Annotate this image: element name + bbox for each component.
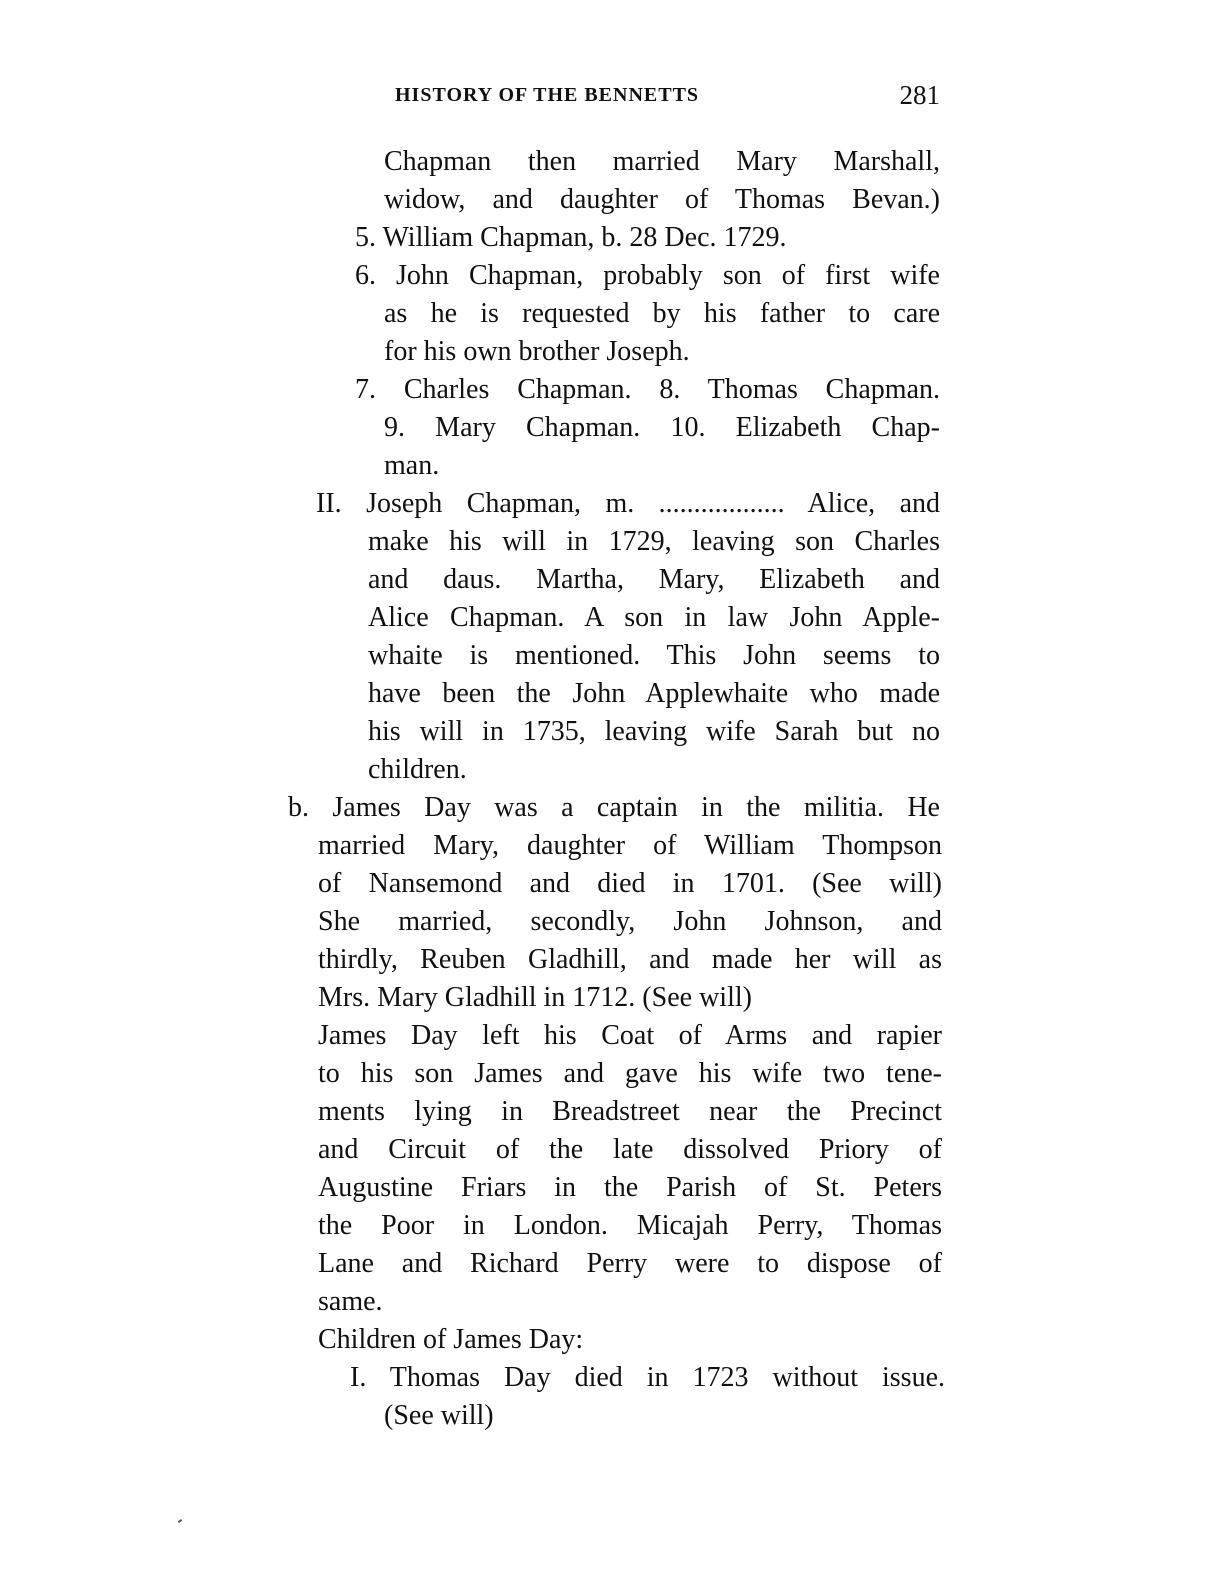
list-item: II. Joseph Chapman, m. .................. Alice, and [316, 488, 940, 519]
text-line: as he is requested by his father to care [384, 298, 940, 329]
list-item: 7. Charles Chapman. 8. Thomas Chapman. [355, 374, 940, 405]
text-line: his will in 1735, leaving wife Sarah but no [368, 716, 940, 747]
text-line: whaite is mentioned. This John seems to [368, 640, 940, 671]
running-title: HISTORY OF THE BENNETTS [395, 84, 700, 106]
list-item: 5. William Chapman, b. 28 Dec. 1729. [355, 222, 787, 253]
text-line: the Poor in London. Micajah Perry, Thomas [318, 1210, 942, 1241]
text-line: same. [318, 1286, 383, 1317]
text-line: man. [384, 450, 440, 481]
section-heading: Children of James Day: [318, 1324, 584, 1355]
text-line: make his will in 1729, leaving son Charles [368, 526, 940, 557]
text-line: Lane and Richard Perry were to dispose of [318, 1248, 942, 1279]
text-line: married Mary, daughter of William Thompson [318, 830, 942, 861]
text-line: Chapman then married Mary Marshall, [384, 146, 940, 177]
text-line: thirdly, Reuben Gladhill, and made her will as [318, 944, 942, 975]
text-line: ments lying in Breadstreet near the Precinct [318, 1096, 942, 1127]
text-line: widow, and daughter of Thomas Bevan.) [384, 184, 940, 215]
page-number: 281 [899, 80, 940, 110]
text-line: to his son James and gave his wife two tene- [318, 1058, 942, 1089]
text-line: and daus. Martha, Mary, Elizabeth and [368, 564, 940, 595]
text-line: have been the John Applewhaite who made [368, 678, 940, 709]
text-line: (See will) [384, 1400, 494, 1431]
text-line: children. [368, 754, 467, 785]
text-line: 9. Mary Chapman. 10. Elizabeth Chap- [384, 412, 940, 443]
text-line: for his own brother Joseph. [384, 336, 690, 367]
text-line: Alice Chapman. A son in law John Apple- [368, 602, 940, 633]
list-item: 6. John Chapman, probably son of first wife [355, 260, 940, 291]
list-item: I. Thomas Day died in 1723 without issue. [350, 1362, 945, 1393]
text-line: and Circuit of the late dissolved Priory of [318, 1134, 942, 1165]
text-line: James Day left his Coat of Arms and rapier [318, 1020, 942, 1051]
text-line: Mrs. Mary Gladhill in 1712. (See will) [318, 982, 752, 1013]
text-line: She married, secondly, John Johnson, and [318, 906, 942, 937]
text-line: Augustine Friars in the Parish of St. Peters [318, 1172, 942, 1203]
list-item: b. James Day was a captain in the militia. He [288, 792, 940, 823]
text-line: of Nansemond and died in 1701. (See will) [318, 868, 942, 899]
